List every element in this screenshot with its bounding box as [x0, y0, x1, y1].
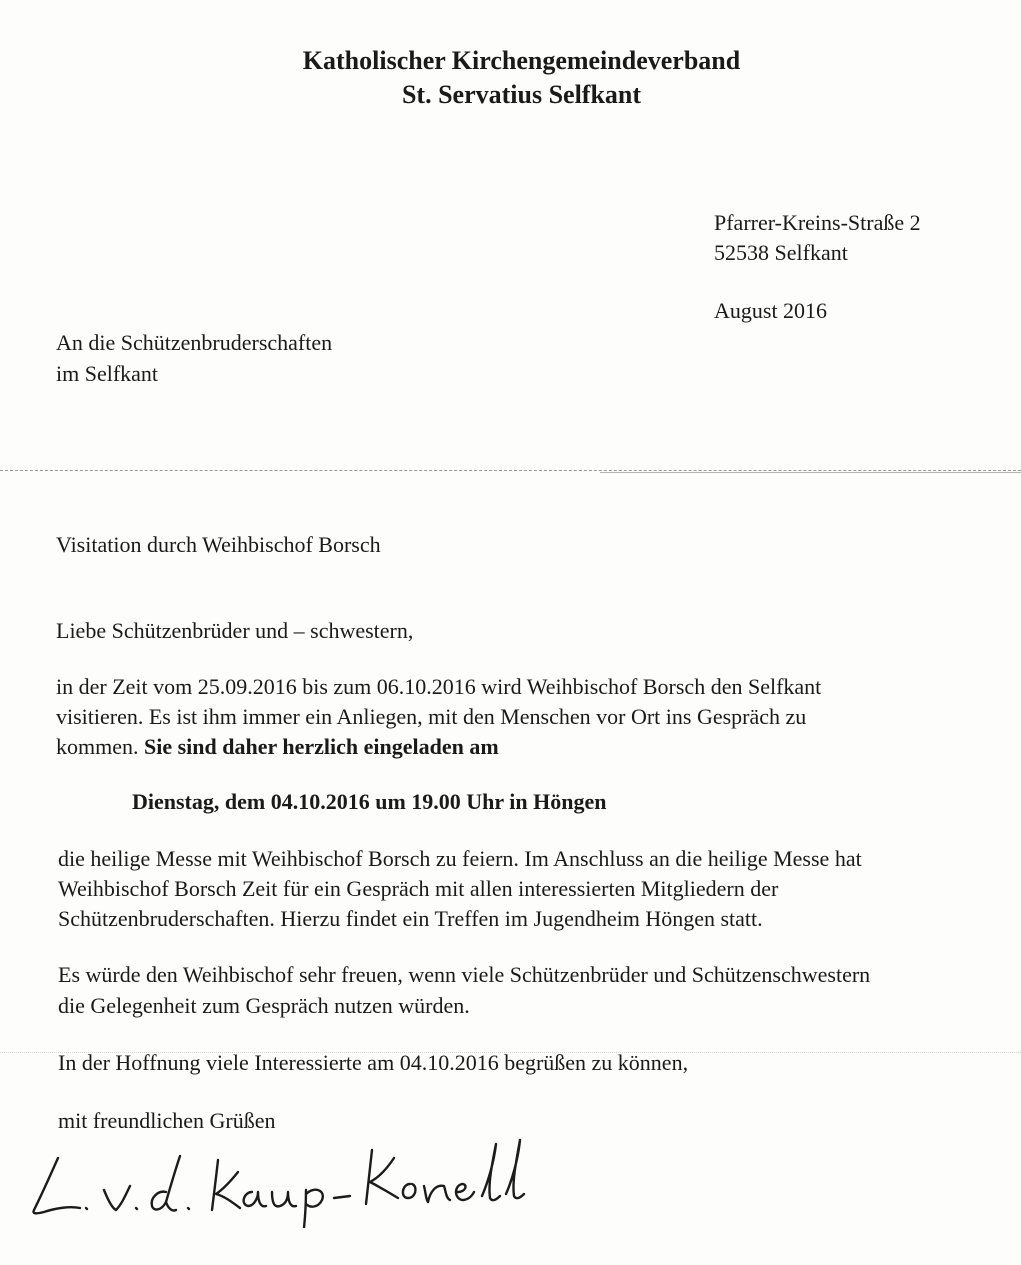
letter-date: August 2016: [714, 298, 828, 323]
event-date-line: Dienstag, dem 04.10.2016 um 19.00 Uhr in Höngen: [132, 789, 607, 814]
body-p4: In der Hoffnung viele Interessierte am 04.10.2016 begrüßen zu können,: [58, 1050, 689, 1075]
recipient-line-1: An die Schützenbruderschaften: [56, 330, 333, 355]
sender-city: 52538 Selfkant: [714, 240, 848, 265]
handwritten-signature: [26, 1128, 536, 1228]
body-p2-line-1: die heilige Messe mit Weihbischof Borsch zu feiern. Im Anschluss an die heilige Messe hat: [58, 846, 862, 871]
body-p2-line-3: Schützenbruderschaften. Hierzu findet ein Treffen im Jugendheim Höngen statt.: [58, 906, 763, 931]
body-p1-line-3: [56, 732, 499, 762]
fold-line-right: [600, 472, 1021, 473]
body-p3-line-2: die Gelegenheit zum Gespräch nutzen würden.: [58, 993, 470, 1018]
subject-line: Visitation durch Weihbischof Borsch: [56, 532, 381, 557]
body-p3-line-1: Es würde den Weihbischof sehr freuen, wenn viele Schützenbrüder und Schützenschwestern: [58, 962, 871, 987]
letterhead-organization: Katholischer Kirchengemeindeverband: [302, 46, 741, 75]
body-p1-line-3-regular: kommen.: [56, 734, 139, 759]
body-p2-line-2: Weihbischof Borsch Zeit für ein Gespräch mit allen interessierten Mitgliedern der: [58, 876, 779, 901]
body-p1-line-1: in der Zeit vom 25.09.2016 bis zum 06.10.2016 wird Weihbischof Borsch den Selfkant: [56, 674, 822, 699]
recipient-line-2: im Selfkant: [56, 361, 159, 386]
invitation-bold: Sie sind daher herzlich eingeladen am: [144, 734, 499, 759]
sender-street: Pfarrer-Kreins-Straße 2: [714, 210, 921, 235]
closing: mit freundlichen Grüßen: [58, 1108, 276, 1133]
fold-line: [0, 470, 1021, 471]
body-p1-line-2: visitieren. Es ist ihm immer ein Anliegen, mit den Menschen vor Ort ins Gespräch zu: [56, 704, 807, 729]
letterhead-parish: St. Servatius Selfkant: [401, 80, 642, 109]
salutation: Liebe Schützenbrüder und – schwestern,: [56, 618, 414, 643]
